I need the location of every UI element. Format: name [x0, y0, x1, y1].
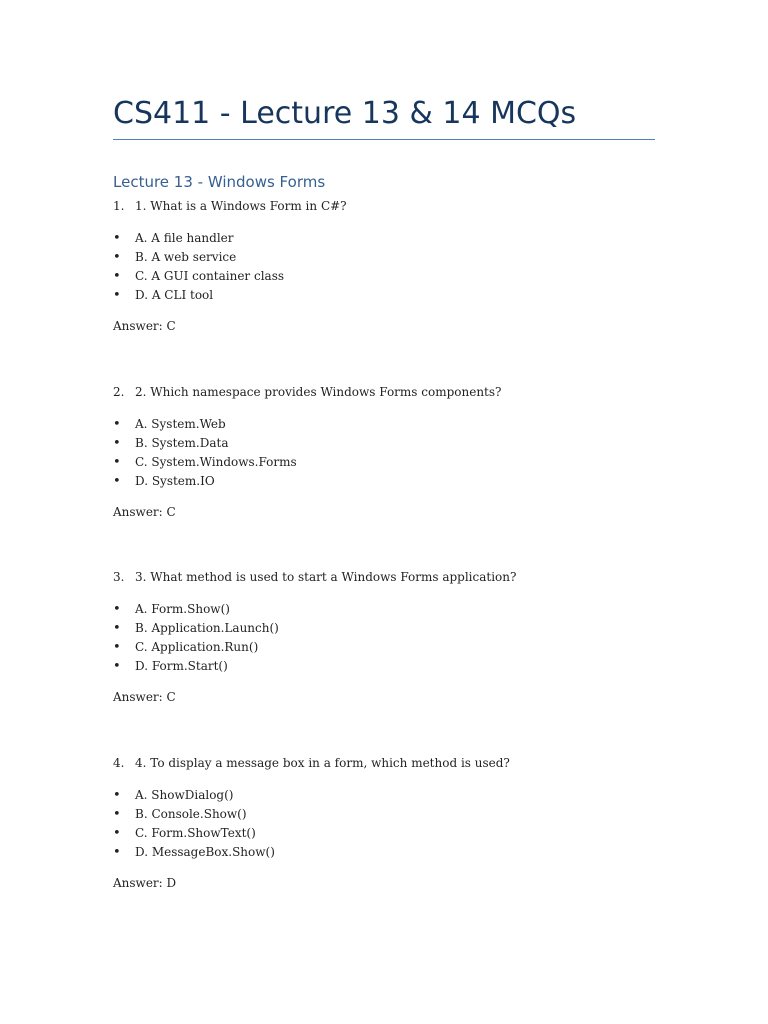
option-text: C. System.Windows.Forms [135, 455, 297, 469]
bullet-icon: • [113, 621, 121, 636]
bullet-icon: • [113, 288, 121, 303]
answer-text: Answer: C [113, 690, 176, 704]
question-block-1 [113, 198, 673, 333]
bullet-icon: • [113, 602, 121, 617]
option-text: D. System.IO [135, 474, 215, 488]
bullet-icon: • [113, 474, 121, 489]
question-text: 3. What method is used to start a Windows Forms application? [135, 570, 517, 584]
answer-text: Answer: C [113, 505, 176, 519]
title-underline-divider [113, 139, 655, 140]
section-heading: Lecture 13 - Windows Forms [113, 173, 326, 191]
question-block-2 [113, 384, 673, 519]
document-title: CS411 - Lecture 13 & 14 MCQs [113, 96, 577, 131]
question-number: 3. [113, 570, 125, 584]
option-text: D. A CLI tool [135, 288, 214, 302]
question-text: 2. Which namespace provides Windows Forms components? [135, 385, 502, 399]
question-number: 4. [113, 756, 125, 770]
option-text: A. System.Web [135, 417, 226, 431]
option-text: C. Form.ShowText() [135, 826, 256, 840]
bullet-icon: • [113, 436, 121, 451]
bullet-icon: • [113, 269, 121, 284]
option-text: A. Form.Show() [135, 602, 230, 616]
option-text: B. System.Data [135, 436, 229, 450]
question-3 [113, 569, 673, 585]
question-1 [113, 198, 673, 214]
bullet-icon: • [113, 455, 121, 470]
bullet-icon: • [113, 640, 121, 655]
option-text: C. A GUI container class [135, 269, 285, 283]
question-4 [113, 755, 673, 771]
question-text: 4. To display a message box in a form, which method is used? [135, 756, 510, 770]
option-text: D. MessageBox.Show() [135, 845, 275, 859]
bullet-icon: • [113, 659, 121, 674]
option-text: A. A file handler [135, 231, 234, 245]
bullet-icon: • [113, 845, 121, 860]
bullet-icon: • [113, 417, 121, 432]
option-text: D. Form.Start() [135, 659, 228, 673]
option-text: A. ShowDialog() [135, 788, 234, 802]
option-text: C. Application.Run() [135, 640, 259, 654]
bullet-icon: • [113, 826, 121, 841]
question-block-4 [113, 755, 673, 890]
option-text: B. A web service [135, 250, 237, 264]
question-number: 1. [113, 199, 125, 213]
answer-text: Answer: D [113, 876, 177, 890]
option-text: B. Application.Launch() [135, 621, 279, 635]
question-text: 1. What is a Windows Form in C#? [135, 199, 347, 213]
bullet-icon: • [113, 231, 121, 246]
option-text: B. Console.Show() [135, 807, 247, 821]
answer-text: Answer: C [113, 319, 176, 333]
question-block-3 [113, 569, 673, 704]
bullet-icon: • [113, 788, 121, 803]
question-number: 2. [113, 385, 125, 399]
bullet-icon: • [113, 807, 121, 822]
question-2 [113, 384, 673, 400]
bullet-icon: • [113, 250, 121, 265]
